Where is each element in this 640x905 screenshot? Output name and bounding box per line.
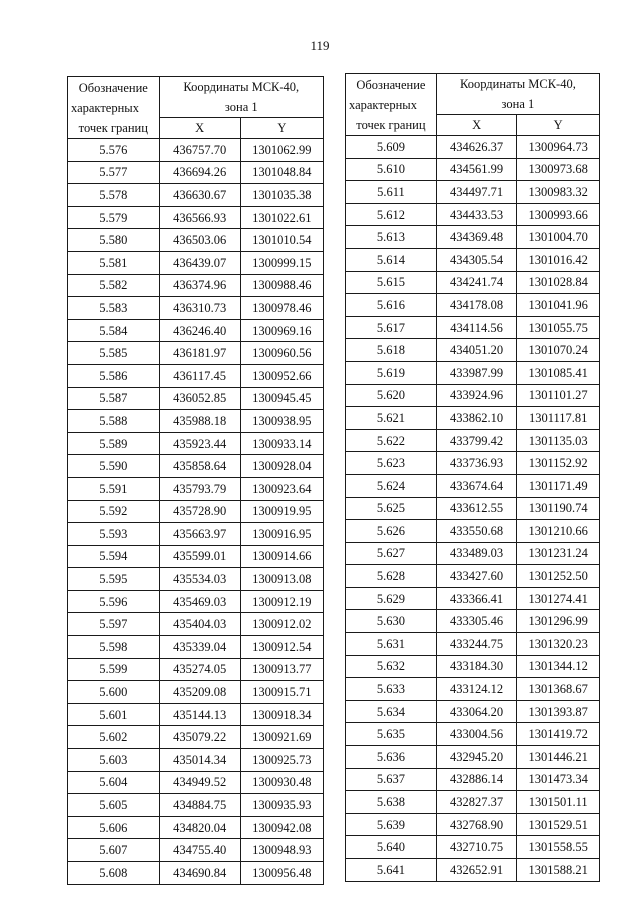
header-x: X (159, 118, 240, 139)
point-cell: 5.588 (68, 410, 160, 433)
point-cell: 5.636 (346, 746, 437, 769)
x-coordinate-cell: 432652.91 (436, 859, 517, 882)
table-row (68, 726, 324, 749)
table-row (346, 271, 600, 294)
point-cell: 5.625 (346, 497, 437, 520)
x-coordinate-cell: 433489.03 (436, 542, 517, 565)
x-coordinate-cell: 435858.64 (159, 455, 240, 478)
table-row (68, 229, 324, 252)
table-row (346, 610, 600, 633)
header-coordinates-group (436, 74, 599, 115)
table-row (68, 387, 324, 410)
x-coordinate-cell: 432886.14 (436, 768, 517, 791)
point-cell: 5.576 (68, 139, 160, 162)
table-row (68, 590, 324, 613)
x-coordinate-cell: 433305.46 (436, 610, 517, 633)
point-cell: 5.610 (346, 158, 437, 181)
point-cell: 5.597 (68, 613, 160, 636)
y-coordinate-cell: 1300956.48 (240, 862, 323, 885)
point-cell: 5.582 (68, 274, 160, 297)
x-coordinate-cell: 436439.07 (159, 251, 240, 274)
table-row (68, 681, 324, 704)
point-cell: 5.638 (346, 791, 437, 814)
table-row (68, 274, 324, 297)
y-coordinate-cell: 1300973.68 (517, 158, 600, 181)
y-coordinate-cell: 1300916.95 (240, 523, 323, 546)
y-coordinate-cell: 1301070.24 (517, 339, 600, 362)
y-coordinate-cell: 1301041.96 (517, 294, 600, 317)
table-body-left (68, 139, 324, 885)
y-coordinate-cell: 1300983.32 (517, 181, 600, 204)
y-coordinate-cell: 1301048.84 (240, 161, 323, 184)
point-cell: 5.603 (68, 749, 160, 772)
page-number: 119 (310, 38, 330, 53)
point-cell: 5.618 (346, 339, 437, 362)
point-cell: 5.594 (68, 545, 160, 568)
table-row (68, 771, 324, 794)
table-row (346, 678, 600, 701)
header-group-line1: Координаты МСК-40, (460, 77, 576, 91)
x-coordinate-cell: 432945.20 (436, 746, 517, 769)
point-cell: 5.641 (346, 859, 437, 882)
y-coordinate-cell: 1301022.61 (240, 206, 323, 229)
table-row (68, 794, 324, 817)
x-coordinate-cell: 435599.01 (159, 545, 240, 568)
y-coordinate-cell: 1300913.77 (240, 658, 323, 681)
point-cell: 5.606 (68, 816, 160, 839)
x-coordinate-cell: 435469.03 (159, 590, 240, 613)
point-cell: 5.614 (346, 248, 437, 271)
y-coordinate-cell: 1300969.16 (240, 319, 323, 342)
table-row (68, 545, 324, 568)
table-row (346, 181, 600, 204)
x-coordinate-cell: 433987.99 (436, 361, 517, 384)
y-coordinate-cell: 1301101.27 (517, 384, 600, 407)
y-coordinate-cell: 1300918.34 (240, 703, 323, 726)
table-row (68, 703, 324, 726)
x-coordinate-cell: 436310.73 (159, 297, 240, 320)
point-cell: 5.608 (68, 862, 160, 885)
table-row (68, 432, 324, 455)
point-cell: 5.578 (68, 184, 160, 207)
y-coordinate-cell: 1301446.21 (517, 746, 600, 769)
point-cell: 5.620 (346, 384, 437, 407)
y-coordinate-cell: 1300930.48 (240, 771, 323, 794)
x-coordinate-cell: 435144.13 (159, 703, 240, 726)
x-coordinate-cell: 436566.93 (159, 206, 240, 229)
y-coordinate-cell: 1300913.08 (240, 568, 323, 591)
y-coordinate-cell: 1300948.93 (240, 839, 323, 862)
point-cell: 5.640 (346, 836, 437, 859)
header-point-designation (68, 77, 160, 139)
y-coordinate-cell: 1300914.66 (240, 545, 323, 568)
y-coordinate-cell: 1301062.99 (240, 139, 323, 162)
header-y: Y (517, 115, 600, 136)
point-cell: 5.624 (346, 474, 437, 497)
x-coordinate-cell: 436181.97 (159, 342, 240, 365)
y-coordinate-cell: 1301004.70 (517, 226, 600, 249)
x-coordinate-cell: 433924.96 (436, 384, 517, 407)
x-coordinate-cell: 435663.97 (159, 523, 240, 546)
point-cell: 5.591 (68, 477, 160, 500)
x-coordinate-cell: 433736.93 (436, 452, 517, 475)
x-coordinate-cell: 434755.40 (159, 839, 240, 862)
y-coordinate-cell: 1300923.64 (240, 477, 323, 500)
y-coordinate-cell: 1300912.02 (240, 613, 323, 636)
point-cell: 5.631 (346, 633, 437, 656)
table-row (346, 361, 600, 384)
y-coordinate-cell: 1301419.72 (517, 723, 600, 746)
table-row (68, 161, 324, 184)
y-coordinate-cell: 1301210.66 (517, 520, 600, 543)
table-row (346, 452, 600, 475)
point-cell: 5.587 (68, 387, 160, 410)
x-coordinate-cell: 433550.68 (436, 520, 517, 543)
point-cell: 5.598 (68, 636, 160, 659)
x-coordinate-cell: 433799.42 (436, 429, 517, 452)
y-coordinate-cell: 1300999.15 (240, 251, 323, 274)
x-coordinate-cell: 436374.96 (159, 274, 240, 297)
y-coordinate-cell: 1301152.92 (517, 452, 600, 475)
y-coordinate-cell: 1301231.24 (517, 542, 600, 565)
x-coordinate-cell: 433612.55 (436, 497, 517, 520)
table-row (68, 206, 324, 229)
x-coordinate-cell: 435079.22 (159, 726, 240, 749)
point-cell: 5.585 (68, 342, 160, 365)
x-coordinate-cell: 434369.48 (436, 226, 517, 249)
x-coordinate-cell: 434884.75 (159, 794, 240, 817)
x-coordinate-cell: 435209.08 (159, 681, 240, 704)
point-cell: 5.635 (346, 723, 437, 746)
y-coordinate-cell: 1301296.99 (517, 610, 600, 633)
table-row (346, 407, 600, 430)
y-coordinate-cell: 1301135.03 (517, 429, 600, 452)
point-cell: 5.590 (68, 455, 160, 478)
table-row (68, 636, 324, 659)
x-coordinate-cell: 433674.64 (436, 474, 517, 497)
header-group-line2: зона 1 (501, 97, 535, 111)
x-coordinate-cell: 433064.20 (436, 700, 517, 723)
header-point-line1: Обозначение (356, 77, 426, 92)
y-coordinate-cell: 1301016.42 (517, 248, 600, 271)
header-group-line2: зона 1 (224, 100, 258, 114)
x-coordinate-cell: 433244.75 (436, 633, 517, 656)
x-coordinate-cell: 435728.90 (159, 500, 240, 523)
point-cell: 5.629 (346, 587, 437, 610)
x-coordinate-cell: 433366.41 (436, 587, 517, 610)
y-coordinate-cell: 1300942.08 (240, 816, 323, 839)
table-body-right (346, 136, 600, 882)
table-row (68, 139, 324, 162)
point-cell: 5.609 (346, 136, 437, 159)
y-coordinate-cell: 1301320.23 (517, 633, 600, 656)
point-cell: 5.619 (346, 361, 437, 384)
point-cell: 5.604 (68, 771, 160, 794)
y-coordinate-cell: 1300921.69 (240, 726, 323, 749)
y-coordinate-cell: 1301558.55 (517, 836, 600, 859)
point-cell: 5.600 (68, 681, 160, 704)
header-point-line3: точек границ (356, 117, 426, 132)
table-row (346, 226, 600, 249)
y-coordinate-cell: 1301171.49 (517, 474, 600, 497)
table-row (346, 791, 600, 814)
point-cell: 5.613 (346, 226, 437, 249)
x-coordinate-cell: 435988.18 (159, 410, 240, 433)
point-cell: 5.626 (346, 520, 437, 543)
y-coordinate-cell: 1300915.71 (240, 681, 323, 704)
y-coordinate-cell: 1300912.54 (240, 636, 323, 659)
table-row (68, 297, 324, 320)
table-row (346, 836, 600, 859)
x-coordinate-cell: 434497.71 (436, 181, 517, 204)
x-coordinate-cell: 433184.30 (436, 655, 517, 678)
point-cell: 5.599 (68, 658, 160, 681)
y-coordinate-cell: 1300960.56 (240, 342, 323, 365)
x-coordinate-cell: 433004.56 (436, 723, 517, 746)
table-row (68, 523, 324, 546)
table-row (68, 613, 324, 636)
y-coordinate-cell: 1301588.21 (517, 859, 600, 882)
header-point-line3: точек границ (78, 120, 148, 135)
y-coordinate-cell: 1300912.19 (240, 590, 323, 613)
point-cell: 5.611 (346, 181, 437, 204)
table-row (346, 248, 600, 271)
y-coordinate-cell: 1300919.95 (240, 500, 323, 523)
table-row (346, 587, 600, 610)
table-row (68, 319, 324, 342)
table-row (68, 477, 324, 500)
table-row (346, 203, 600, 226)
table-row (346, 542, 600, 565)
table-row (68, 184, 324, 207)
table-row (346, 520, 600, 543)
y-coordinate-cell: 1301190.74 (517, 497, 600, 520)
x-coordinate-cell: 434820.04 (159, 816, 240, 839)
y-coordinate-cell: 1300933.14 (240, 432, 323, 455)
table-row (68, 500, 324, 523)
table-row (68, 251, 324, 274)
x-coordinate-cell: 434051.20 (436, 339, 517, 362)
point-cell: 5.623 (346, 452, 437, 475)
x-coordinate-cell: 436630.67 (159, 184, 240, 207)
x-coordinate-cell: 433124.12 (436, 678, 517, 701)
point-cell: 5.634 (346, 700, 437, 723)
y-coordinate-cell: 1300988.46 (240, 274, 323, 297)
table-row (346, 768, 600, 791)
x-coordinate-cell: 433427.60 (436, 565, 517, 588)
table-row (346, 158, 600, 181)
table-row (346, 497, 600, 520)
point-cell: 5.628 (346, 565, 437, 588)
table-row (346, 384, 600, 407)
coordinates-table-left (67, 76, 324, 885)
table-row (68, 568, 324, 591)
point-cell: 5.589 (68, 432, 160, 455)
table-row (346, 655, 600, 678)
y-coordinate-cell: 1301344.12 (517, 655, 600, 678)
table-row (346, 565, 600, 588)
table-row (68, 839, 324, 862)
point-cell: 5.615 (346, 271, 437, 294)
table-row (346, 859, 600, 882)
table-row (68, 816, 324, 839)
x-coordinate-cell: 435014.34 (159, 749, 240, 772)
point-cell: 5.617 (346, 316, 437, 339)
point-cell: 5.592 (68, 500, 160, 523)
y-coordinate-cell: 1300935.93 (240, 794, 323, 817)
y-coordinate-cell: 1301117.81 (517, 407, 600, 430)
table-row (346, 723, 600, 746)
table-row (346, 294, 600, 317)
x-coordinate-cell: 435534.03 (159, 568, 240, 591)
y-coordinate-cell: 1301529.51 (517, 813, 600, 836)
x-coordinate-cell: 435793.79 (159, 477, 240, 500)
header-point-line2: характерных (349, 97, 417, 112)
point-cell: 5.596 (68, 590, 160, 613)
point-cell: 5.605 (68, 794, 160, 817)
point-cell: 5.586 (68, 364, 160, 387)
point-cell: 5.639 (346, 813, 437, 836)
table-row (346, 746, 600, 769)
y-coordinate-cell: 1301501.11 (517, 791, 600, 814)
x-coordinate-cell: 432710.75 (436, 836, 517, 859)
point-cell: 5.595 (68, 568, 160, 591)
table-row (68, 364, 324, 387)
y-coordinate-cell: 1301035.38 (240, 184, 323, 207)
y-coordinate-cell: 1300945.45 (240, 387, 323, 410)
x-coordinate-cell: 436757.70 (159, 139, 240, 162)
table-row (68, 749, 324, 772)
point-cell: 5.632 (346, 655, 437, 678)
table-row (68, 342, 324, 365)
y-coordinate-cell: 1300925.73 (240, 749, 323, 772)
point-cell: 5.579 (68, 206, 160, 229)
y-coordinate-cell: 1301274.41 (517, 587, 600, 610)
header-x: X (436, 115, 517, 136)
y-coordinate-cell: 1301028.84 (517, 271, 600, 294)
x-coordinate-cell: 436694.26 (159, 161, 240, 184)
y-coordinate-cell: 1300952.66 (240, 364, 323, 387)
table-row (346, 813, 600, 836)
y-coordinate-cell: 1301368.67 (517, 678, 600, 701)
point-cell: 5.616 (346, 294, 437, 317)
y-coordinate-cell: 1300993.66 (517, 203, 600, 226)
point-cell: 5.630 (346, 610, 437, 633)
y-coordinate-cell: 1301252.50 (517, 565, 600, 588)
header-point-line2: характерных (71, 100, 139, 115)
x-coordinate-cell: 435923.44 (159, 432, 240, 455)
point-cell: 5.580 (68, 229, 160, 252)
point-cell: 5.627 (346, 542, 437, 565)
header-coordinates-group (159, 77, 323, 118)
coordinates-table-right (345, 73, 600, 882)
y-coordinate-cell: 1300964.73 (517, 136, 600, 159)
x-coordinate-cell: 434433.53 (436, 203, 517, 226)
x-coordinate-cell: 436246.40 (159, 319, 240, 342)
point-cell: 5.577 (68, 161, 160, 184)
header-group-line1: Координаты МСК-40, (183, 80, 300, 94)
x-coordinate-cell: 434114.56 (436, 316, 517, 339)
table-row (346, 474, 600, 497)
x-coordinate-cell: 436052.85 (159, 387, 240, 410)
x-coordinate-cell: 434626.37 (436, 136, 517, 159)
header-point-designation (346, 74, 437, 136)
point-cell: 5.612 (346, 203, 437, 226)
y-coordinate-cell: 1301393.87 (517, 700, 600, 723)
x-coordinate-cell: 432768.90 (436, 813, 517, 836)
point-cell: 5.602 (68, 726, 160, 749)
x-coordinate-cell: 436117.45 (159, 364, 240, 387)
table-row (346, 633, 600, 656)
point-cell: 5.581 (68, 251, 160, 274)
point-cell: 5.583 (68, 297, 160, 320)
x-coordinate-cell: 434178.08 (436, 294, 517, 317)
table-row (68, 658, 324, 681)
x-coordinate-cell: 432827.37 (436, 791, 517, 814)
point-cell: 5.633 (346, 678, 437, 701)
y-coordinate-cell: 1301010.54 (240, 229, 323, 252)
x-coordinate-cell: 436503.06 (159, 229, 240, 252)
y-coordinate-cell: 1300928.04 (240, 455, 323, 478)
x-coordinate-cell: 434561.99 (436, 158, 517, 181)
x-coordinate-cell: 434690.84 (159, 862, 240, 885)
table-row (68, 455, 324, 478)
header-y: Y (240, 118, 323, 139)
y-coordinate-cell: 1301055.75 (517, 316, 600, 339)
table-row (346, 429, 600, 452)
x-coordinate-cell: 435404.03 (159, 613, 240, 636)
x-coordinate-cell: 435274.05 (159, 658, 240, 681)
point-cell: 5.637 (346, 768, 437, 791)
table-row (68, 410, 324, 433)
point-cell: 5.601 (68, 703, 160, 726)
x-coordinate-cell: 434305.54 (436, 248, 517, 271)
x-coordinate-cell: 434241.74 (436, 271, 517, 294)
x-coordinate-cell: 435339.04 (159, 636, 240, 659)
table-row (346, 700, 600, 723)
point-cell: 5.621 (346, 407, 437, 430)
header-point-line1: Обозначение (78, 80, 148, 95)
point-cell: 5.622 (346, 429, 437, 452)
table-row (68, 862, 324, 885)
x-coordinate-cell: 434949.52 (159, 771, 240, 794)
point-cell: 5.607 (68, 839, 160, 862)
x-coordinate-cell: 433862.10 (436, 407, 517, 430)
y-coordinate-cell: 1300978.46 (240, 297, 323, 320)
point-cell: 5.584 (68, 319, 160, 342)
y-coordinate-cell: 1301085.41 (517, 361, 600, 384)
y-coordinate-cell: 1300938.95 (240, 410, 323, 433)
point-cell: 5.593 (68, 523, 160, 546)
table-row (346, 136, 600, 159)
table-row (346, 316, 600, 339)
y-coordinate-cell: 1301473.34 (517, 768, 600, 791)
table-row (346, 339, 600, 362)
